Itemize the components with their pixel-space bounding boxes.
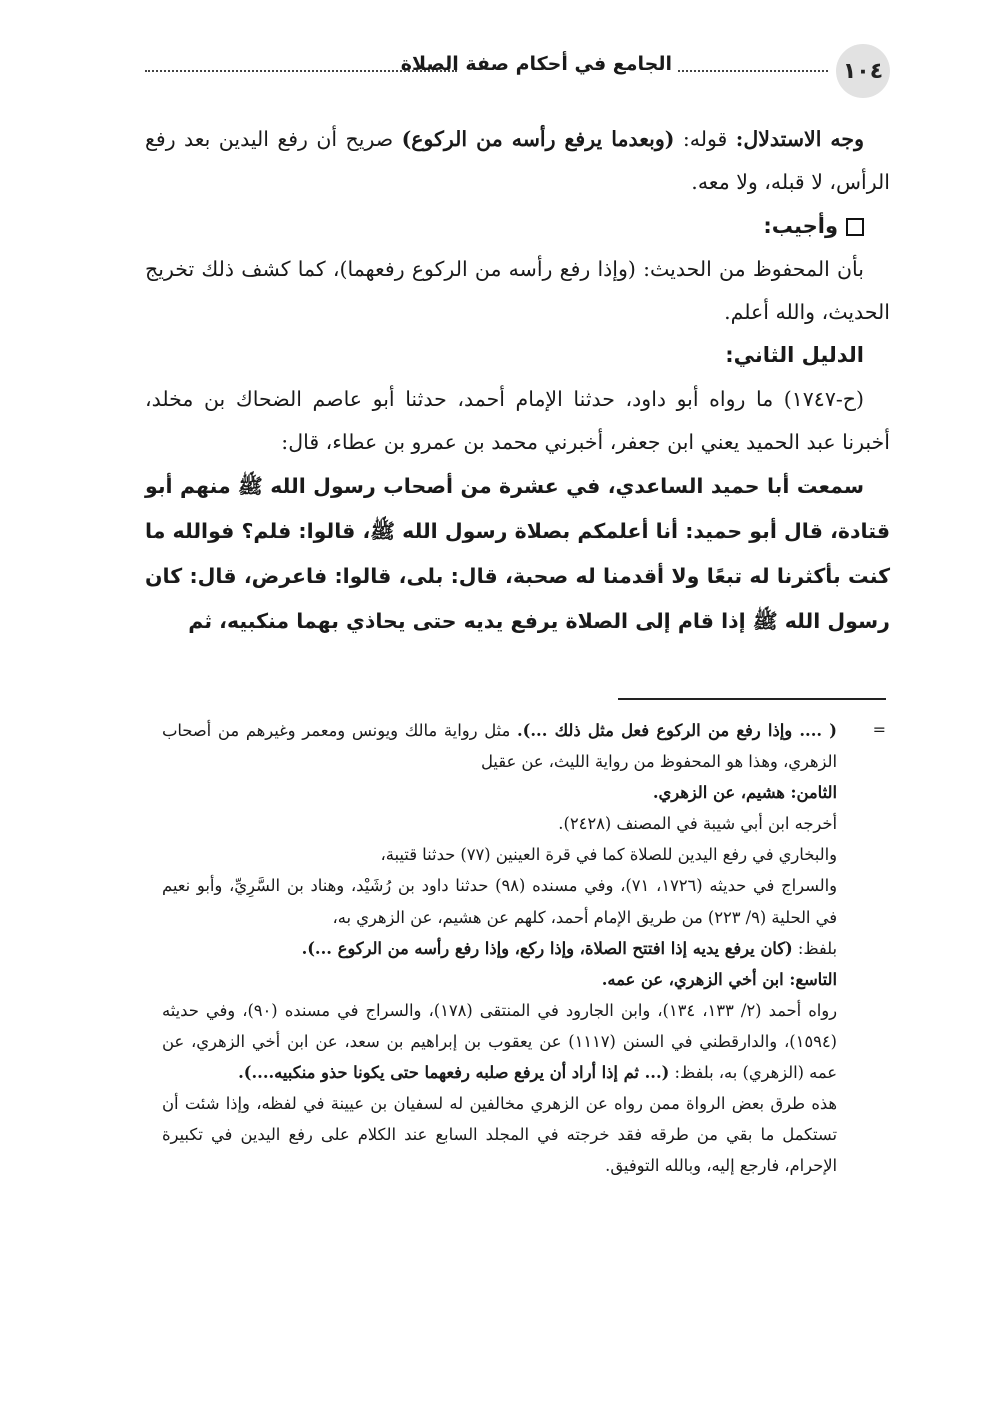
footnote-line: هذه طرق بعض الرواة ممن رواه عن الزهري مخالفين له لسفيان بن عيينة في لفظه، وإذا شئت أن تستكمل ما بقي من طرقه فقد خرجته في المجلد السابع عند الكلام على رفع اليدين في تكبيرة الإحرام، فارجع إليه، وبالله التوفيق. bbox=[162, 1094, 837, 1176]
main-text bbox=[145, 118, 890, 644]
page-number: ١٠٤ bbox=[836, 44, 890, 98]
quoted-phrase: (وبعدما يرفع رأسه من الركوع) bbox=[401, 127, 675, 151]
evidence-paragraph: وجه الاستدلال: قوله: (وبعدما يرفع رأسه من الركوع) صريح أن رفع اليدين بعد رفع الرأس، لا قبله، ولا معه. bbox=[145, 127, 890, 195]
answer-paragraph: بأن المحفوظ من الحديث: (وإذا رفع رأسه من الركوع رفعهما)، كما كشف ذلك تخريج الحديث، والله أعلم. bbox=[145, 256, 890, 325]
hadith-chain-paragraph: (ح-١٧٤٧) ما رواه أبو داود، حدثنا الإمام أحمد، حدثنا أبو عاصم الضحاك بن مخلد، أخبرنا عبد الحميد يعني ابن جعفر، أخبرني محمد بن عمرو بن عطاء، قال: bbox=[145, 386, 890, 455]
footnote-separator bbox=[618, 698, 886, 700]
evidence-label: وجه الاستدلال: bbox=[735, 127, 864, 151]
answer-heading-line bbox=[145, 205, 890, 248]
footnote-heading: الثامن: هشيم، عن الزهري. bbox=[652, 783, 837, 803]
footnote-line: بلفظ: (كان يرفع يديه إذا افتتح الصلاة، وإذا ركع، وإذا رفع رأسه من الركوع ...). bbox=[301, 938, 837, 958]
checkbox-square-icon bbox=[846, 218, 864, 236]
page-header bbox=[145, 44, 890, 100]
footnote-line: ( .... وإذا رفع من الركوع فعل مثل ذلك ...). مثل رواية مالك ويونس ومعمر وغيرهم من أصحاب الزهري، وهذا هو المحفوظ من رواية الليث، عن عقيل bbox=[162, 721, 838, 772]
header-divider-right bbox=[678, 70, 828, 72]
footnote-line: أخرجه ابن أبي شيبة في المصنف (٢٤٢٨). bbox=[558, 814, 837, 834]
hadith-text: سمعت أبا حميد الساعدي، في عشرة من أصحاب رسول الله ﷺ منهم أبو قتادة، قال أبو حميد: أنا أعلمكم بصلاة رسول الله ﷺ، قالوا: فلم؟ فوالله ما كنت بأكثرنا له تبعًا ولا أقدمنا له صحبة، قال: بلى، قالوا: فاعرض، قال: كان رسول الله ﷺ إذا قام إلى الصلاة يرفع يديه حتى يحاذي بهما منكبيه، ثم bbox=[145, 474, 890, 634]
second-evidence-heading-line bbox=[145, 334, 890, 377]
footnote-heading: التاسع: ابن أخي الزهري، عن عمه. bbox=[601, 969, 837, 989]
footnote-line: رواه أحمد (٢/ ١٣٣، ١٣٤)، وابن الجارود في المنتقى (١٧٨)، والسراج في مسنده (٩٠)، وفي حديثه (١٥٩٤)، والدارقطني في السنن (١١١٧) عن يعقوب بن إبراهيم بن سعد، عن ابن أخي الزهري، عن عمه (الزهري) به، بلفظ: (... ثم إذا أراد أن يرفع صلبه رفعهما حتى يكونا حذو منكبيه....). bbox=[162, 1000, 837, 1083]
header-divider-left bbox=[145, 70, 457, 72]
second-evidence-heading: الدليل الثاني: bbox=[725, 343, 864, 368]
answer-heading: وأجيب: bbox=[763, 213, 838, 238]
footnote-continuation-mark: = bbox=[872, 720, 886, 739]
footnotes bbox=[162, 715, 837, 1181]
footnote-line: والبخاري في رفع اليدين للصلاة كما في قرة العينين (٧٧) حدثنا قتيبة، bbox=[380, 845, 837, 865]
book-title: الجامع في أحكام صفة الصلاة bbox=[400, 53, 672, 75]
footnote-line: والسراج في حديثه (١٧٢٦، ٧١)، وفي مسنده (٩٨) حدثنا داود بن رُشَيْد، وهناد بن السَّرِيِّ، وأبو نعيم في الحلية (٩/ ٢٢٣) من طريق الإمام أحمد، كلهم عن هشيم، عن الزهري به، bbox=[162, 876, 837, 927]
